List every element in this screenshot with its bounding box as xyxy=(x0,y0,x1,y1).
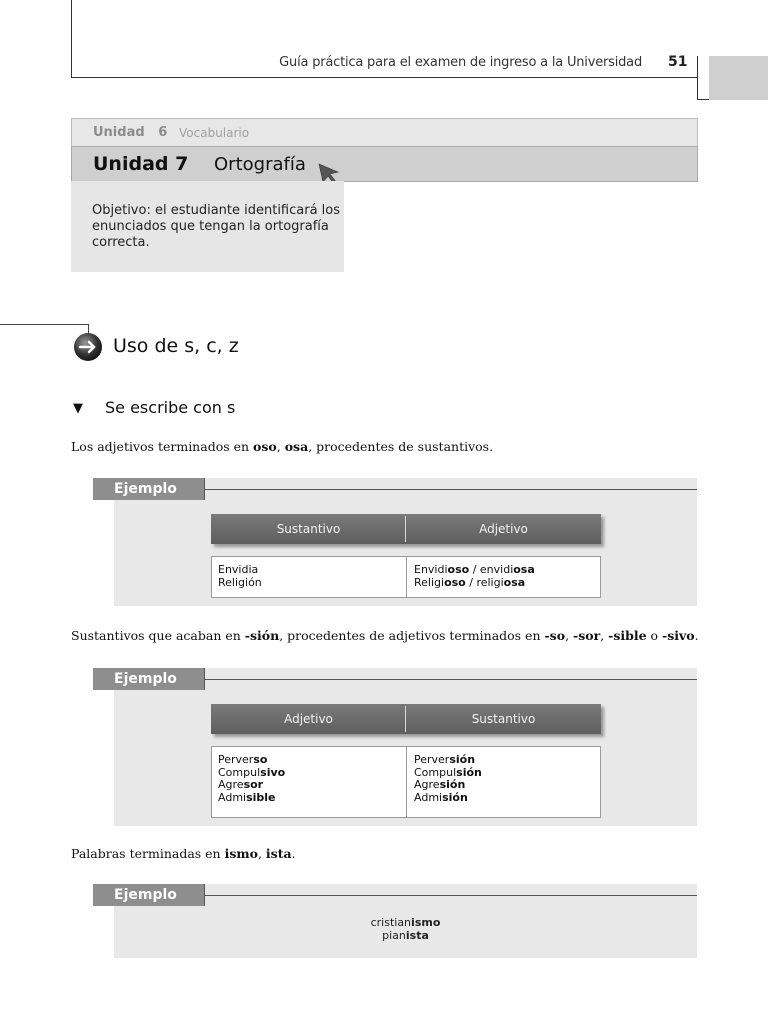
bold-fragment: sión xyxy=(439,778,466,791)
header-horizontal-rule xyxy=(71,77,698,78)
bold-fragment: -sivo xyxy=(662,628,695,643)
table-column xyxy=(218,564,262,589)
bold-fragment: sión xyxy=(442,790,468,804)
bold-fragment: ista xyxy=(405,929,429,942)
page-number: 51 xyxy=(668,54,688,70)
table-header xyxy=(211,704,601,734)
table-header-cell: Sustantivo xyxy=(276,522,341,536)
rule-paragraph-3 xyxy=(71,846,296,861)
section-title: Uso de s, c, z xyxy=(113,335,239,357)
book-title: Guía práctica para el examen de ingreso a la Universidad xyxy=(279,55,642,70)
table-header xyxy=(211,514,601,544)
bold-fragment: oso xyxy=(444,575,466,589)
example-rule xyxy=(204,895,697,896)
text-line xyxy=(114,929,697,942)
text-line xyxy=(414,792,482,805)
example-rule xyxy=(204,679,697,680)
current-unit-title: Ortografía xyxy=(214,154,306,175)
header-vertical-rule xyxy=(71,0,72,78)
text-line xyxy=(414,577,535,590)
text-fragment: cristian xyxy=(370,916,412,929)
example-block-1 xyxy=(114,478,697,606)
text-fragment: Agre xyxy=(414,778,440,791)
header-tick-foot xyxy=(697,99,709,100)
text-fragment: Compul xyxy=(414,765,457,779)
example-table-1 xyxy=(211,514,601,598)
page-edge-tab xyxy=(709,56,768,100)
current-unit-banner xyxy=(71,146,698,182)
text-fragment: Religi xyxy=(414,575,445,589)
table-header-cell: Sustantivo xyxy=(471,712,536,726)
text-fragment: pian xyxy=(382,929,406,942)
previous-unit-label: Unidad 6 xyxy=(93,125,168,140)
example-tab: Ejemplo xyxy=(93,478,204,500)
bold-fragment: ismo xyxy=(224,846,258,861)
text-fragment: / envidi xyxy=(469,563,514,576)
text-fragment: , xyxy=(257,846,266,861)
example-block-2 xyxy=(114,668,697,826)
bold-fragment: sor xyxy=(243,778,264,791)
text-fragment: Agre xyxy=(218,778,244,791)
rule-paragraph-1 xyxy=(71,439,493,454)
text-fragment: Admi xyxy=(218,790,247,804)
table-header-cell: Adjetivo xyxy=(479,522,528,536)
bold-fragment: oso xyxy=(447,563,470,576)
previous-unit-banner xyxy=(71,118,698,147)
bold-fragment: -sión xyxy=(244,628,280,643)
example-table-2 xyxy=(211,704,601,818)
bold-fragment: ista xyxy=(265,846,292,861)
column-divider xyxy=(406,557,407,597)
text-line xyxy=(218,577,262,590)
text-fragment: . xyxy=(291,846,296,861)
text-line xyxy=(114,916,697,929)
text-fragment: Los adjetivos terminados en xyxy=(71,439,254,454)
rule-paragraph-2 xyxy=(71,628,699,643)
arrow-circle-icon xyxy=(73,332,103,362)
bold-fragment: osa xyxy=(513,563,535,576)
text-fragment: , procedentes de sustantivos. xyxy=(308,439,494,454)
example-tab: Ejemplo xyxy=(93,884,204,906)
example-rule xyxy=(204,489,697,490)
text-fragment: / religi xyxy=(465,575,504,589)
bold-fragment: ismo xyxy=(411,916,441,929)
bold-fragment: sivo xyxy=(260,765,286,779)
text-fragment: Perver xyxy=(414,753,450,766)
table-column xyxy=(218,754,285,804)
header-tick xyxy=(697,56,698,100)
text-fragment: Admi xyxy=(414,790,443,804)
current-unit-label: Unidad 7 xyxy=(93,153,189,175)
triangle-bullet-icon: ▼ xyxy=(73,401,83,416)
previous-unit-title: Vocabulario xyxy=(179,126,250,140)
bold-fragment: oso xyxy=(253,439,277,454)
bold-fragment: -sible xyxy=(608,628,647,643)
text-fragment: Religión xyxy=(218,575,262,589)
objective-text: Objetivo: el estudiante identificará los enunciados que tengan la ortografía correcta. xyxy=(92,203,341,250)
section-rule xyxy=(0,324,88,325)
bold-fragment: -so xyxy=(544,628,566,643)
text-fragment: , xyxy=(565,628,574,643)
text-fragment: Perver xyxy=(218,753,254,766)
example-tab: Ejemplo xyxy=(93,668,204,690)
text-fragment: Sustantivos que acaban en xyxy=(71,628,245,643)
table-header-cell: Adjetivo xyxy=(284,712,333,726)
text-fragment: o xyxy=(646,628,663,643)
bold-fragment: osa xyxy=(503,575,526,589)
subsection-title: Se escribe con s xyxy=(105,398,236,417)
objective-box xyxy=(71,181,344,272)
bold-fragment: osa xyxy=(284,439,309,454)
example-block-3 xyxy=(114,884,697,958)
text-line xyxy=(218,792,285,805)
text-fragment: , procedentes de adjetivos terminados en xyxy=(279,628,545,643)
table-body xyxy=(211,746,601,818)
example-words xyxy=(114,916,697,942)
text-fragment: . xyxy=(694,628,699,643)
bold-fragment: sión xyxy=(449,753,476,766)
text-fragment: Envidia xyxy=(218,563,259,576)
text-fragment: Palabras terminadas en xyxy=(71,846,225,861)
text-fragment: Envidi xyxy=(414,563,448,576)
bold-fragment: sible xyxy=(246,790,276,804)
objective-label: Objetivo: xyxy=(92,203,151,218)
table-column xyxy=(414,564,535,589)
bold-fragment: -sor xyxy=(573,628,601,643)
bold-fragment: sión xyxy=(456,765,482,779)
table-column xyxy=(414,754,482,804)
text-fragment: Compul xyxy=(218,765,261,779)
text-fragment: , xyxy=(600,628,609,643)
bold-fragment: so xyxy=(253,753,268,766)
column-divider xyxy=(406,747,407,817)
table-body xyxy=(211,556,601,598)
text-fragment: , xyxy=(276,439,285,454)
